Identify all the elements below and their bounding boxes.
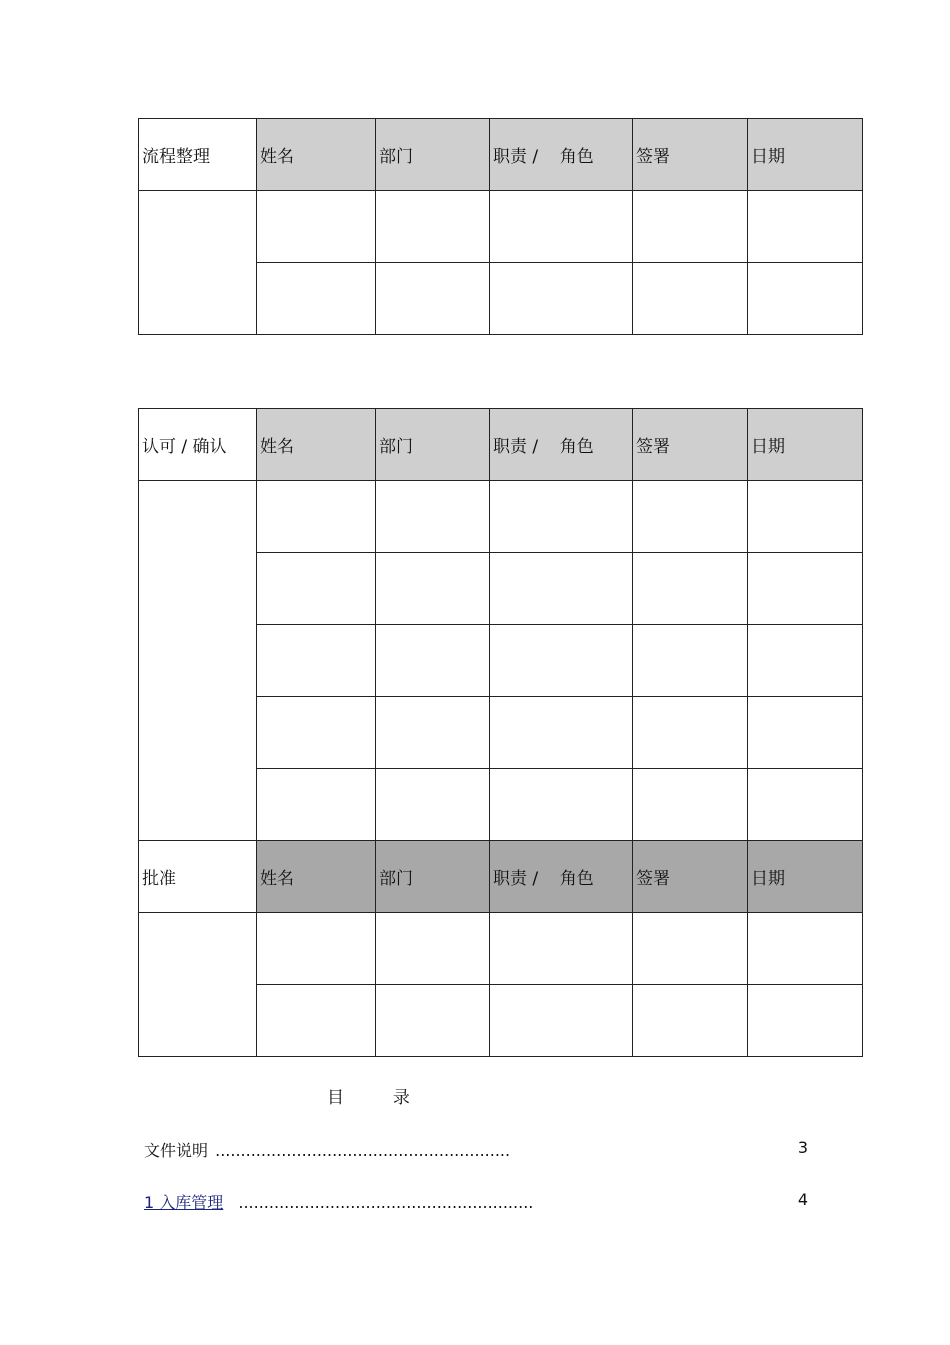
table-cell[interactable] (257, 625, 376, 697)
table-cell[interactable] (490, 553, 633, 625)
header-role: 职责 / 角色 (490, 119, 633, 191)
confirm-approve-table (138, 408, 863, 1057)
toc-item[interactable] (144, 1138, 808, 1161)
process-review-table (138, 118, 863, 335)
toc-title (327, 1083, 410, 1108)
table-row (139, 913, 863, 985)
toc-item-link[interactable] (144, 1190, 808, 1213)
table-cell[interactable] (490, 481, 633, 553)
toc-item-label[interactable]: 1 入库管理 (144, 1193, 224, 1212)
toc-leader-dots: .......................................................... (215, 1141, 511, 1160)
header-sign: 签署 (633, 841, 748, 913)
table-cell[interactable] (748, 191, 863, 263)
table-cell[interactable] (490, 913, 633, 985)
table-cell[interactable] (257, 913, 376, 985)
table-row (139, 191, 863, 263)
table-header-row (139, 119, 863, 191)
table-cell[interactable] (633, 553, 748, 625)
table-cell[interactable] (633, 263, 748, 335)
table-cell[interactable] (376, 625, 490, 697)
header-dept: 部门 (376, 409, 490, 481)
header-dept: 部门 (376, 119, 490, 191)
table-cell[interactable] (748, 625, 863, 697)
section-label: 批准 (139, 841, 257, 913)
toc-page-number: 4 (797, 1190, 808, 1209)
table-cell[interactable] (748, 985, 863, 1057)
table-cell[interactable] (376, 191, 490, 263)
table-cell[interactable] (633, 985, 748, 1057)
section-blank-cell (139, 191, 257, 335)
table-header-row (139, 409, 863, 481)
toc-item-label: 文件说明 (144, 1141, 209, 1160)
table-cell[interactable] (257, 263, 376, 335)
table-cell[interactable] (748, 913, 863, 985)
table-cell[interactable] (748, 769, 863, 841)
table-cell[interactable] (633, 191, 748, 263)
section-blank-cell (139, 913, 257, 1057)
table-cell[interactable] (376, 553, 490, 625)
table-cell[interactable] (490, 769, 633, 841)
table-cell[interactable] (633, 769, 748, 841)
table-cell[interactable] (257, 985, 376, 1057)
header-date: 日期 (748, 119, 863, 191)
table-cell[interactable] (748, 553, 863, 625)
table-cell[interactable] (376, 769, 490, 841)
table-cell[interactable] (490, 263, 633, 335)
table-cell[interactable] (376, 481, 490, 553)
table-cell[interactable] (633, 697, 748, 769)
header-role: 职责 / 角色 (490, 409, 633, 481)
table-cell[interactable] (490, 625, 633, 697)
header-role: 职责 / 角色 (490, 841, 633, 913)
toc-title-right: 录 (392, 1088, 410, 1108)
table-cell[interactable] (376, 263, 490, 335)
table-cell[interactable] (257, 697, 376, 769)
header-name: 姓名 (257, 409, 376, 481)
section-label: 流程整理 (139, 119, 257, 191)
section-blank-cell (139, 481, 257, 841)
table-cell[interactable] (490, 191, 633, 263)
header-date: 日期 (748, 409, 863, 481)
table-cell[interactable] (748, 263, 863, 335)
table-cell[interactable] (633, 625, 748, 697)
table-cell[interactable] (257, 553, 376, 625)
table-cell[interactable] (748, 481, 863, 553)
table-cell[interactable] (490, 985, 633, 1057)
header-sign: 签署 (633, 119, 748, 191)
table-cell[interactable] (633, 481, 748, 553)
header-sign: 签署 (633, 409, 748, 481)
toc-title-left: 目 (327, 1088, 344, 1108)
section-label: 认可 / 确认 (139, 409, 257, 481)
table-cell[interactable] (257, 769, 376, 841)
header-dept: 部门 (376, 841, 490, 913)
header-name: 姓名 (257, 119, 376, 191)
table-row (139, 481, 863, 553)
table-cell[interactable] (257, 191, 376, 263)
header-name: 姓名 (257, 841, 376, 913)
table-cell[interactable] (490, 697, 633, 769)
table-cell[interactable] (376, 913, 490, 985)
toc-leader-dots: .......................................................... (238, 1193, 534, 1212)
table-cell[interactable] (257, 481, 376, 553)
table-cell[interactable] (376, 697, 490, 769)
table-cell[interactable] (748, 697, 863, 769)
header-date: 日期 (748, 841, 863, 913)
toc-page-number: 3 (797, 1138, 808, 1157)
table-header-row (139, 841, 863, 913)
table-cell[interactable] (376, 985, 490, 1057)
table-cell[interactable] (633, 913, 748, 985)
